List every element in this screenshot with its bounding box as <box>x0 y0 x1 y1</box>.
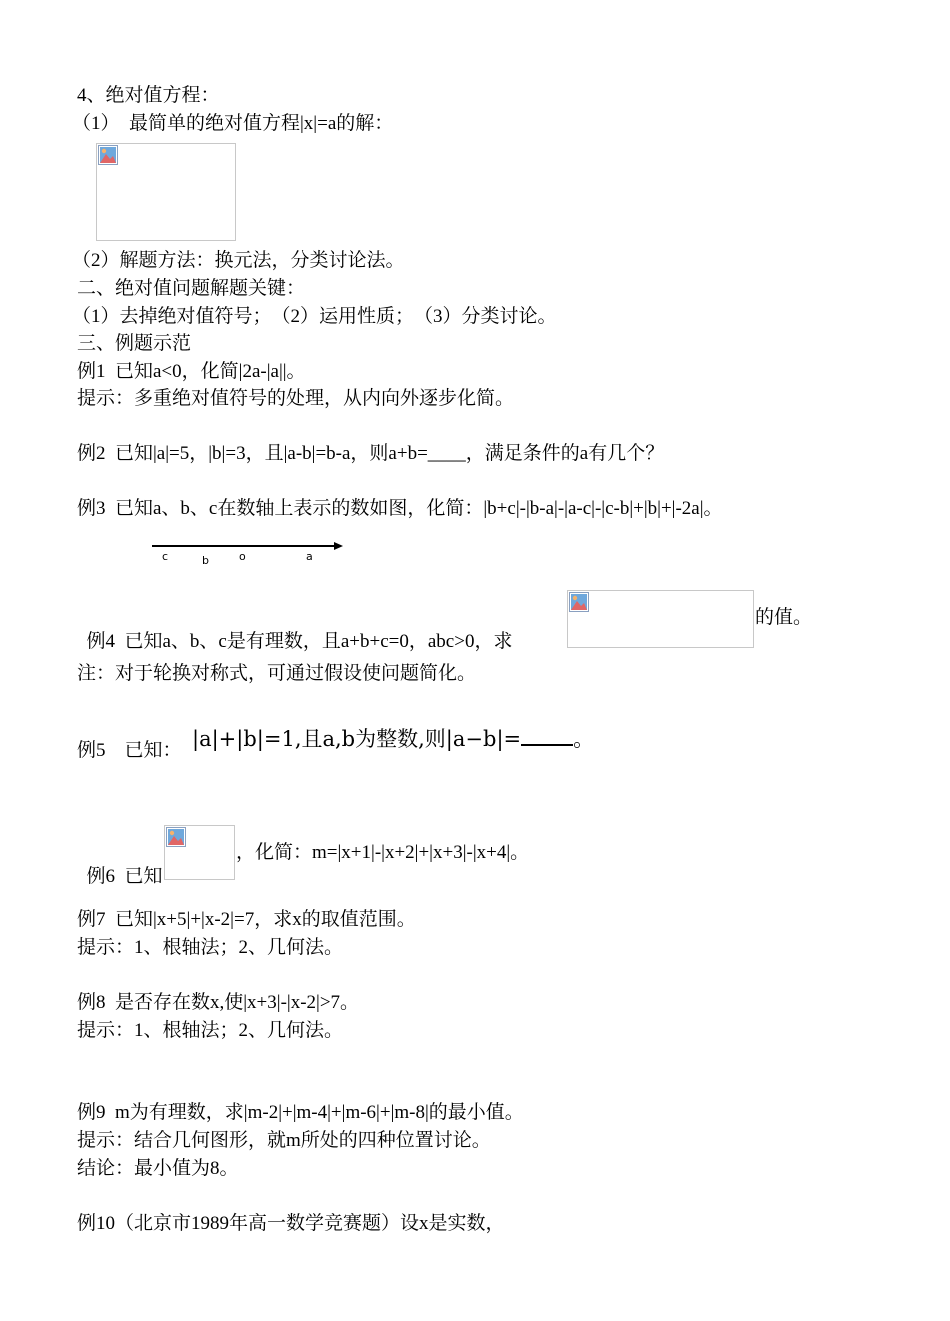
condition-image-placeholder <box>164 825 235 880</box>
number-line-label-o: o <box>239 550 246 563</box>
example-10: 例10（北京市1989年高一数学竞赛题）设x是实数， <box>77 1213 505 1234</box>
example-4-tail: 的值。 <box>755 607 813 628</box>
number-line-label-b: b <box>202 554 209 567</box>
section-heading: 三、例题示范 <box>77 333 192 354</box>
example-5: 例5 已知： <box>77 740 182 761</box>
answer-blank <box>521 724 573 746</box>
conclusion-text: 结论：最小值为8。 <box>77 1158 239 1179</box>
example-6 <box>77 841 163 889</box>
note-text: 注：对于轮换对称式，可通过假设使问题简化。 <box>77 663 477 684</box>
example-9: 例9 m为有理数，求|m-2|+|m-4|+|m-6|+|m-8|的最小值。 <box>77 1102 524 1123</box>
example-1: 例1 已知a<0，化简|2a-|a||。 <box>77 361 306 382</box>
example-5-formula <box>192 723 594 757</box>
example-4 <box>77 606 512 654</box>
hint-text: 提示：结合几何图形，就m所处的四种位置讨论。 <box>77 1130 491 1151</box>
text-line: （2）解题方法：换元法，分类讨论法。 <box>72 250 405 271</box>
image-placeholder <box>96 143 236 241</box>
formula-text: |a|+|b|=1,且a,b为整数,则|a−b|= <box>192 727 522 751</box>
section-heading-abs-equation: 4、绝对值方程： <box>77 85 220 106</box>
example-4-text: 例4 已知a、b、c是有理数，且a+b+c=0，abc>0，求 <box>86 631 513 652</box>
number-line-label-a: a <box>306 550 313 563</box>
example-6-text: 例6 已知 <box>86 866 163 887</box>
hint-text: 提示：1、根轴法；2、几何法。 <box>77 1020 344 1041</box>
number-line-figure <box>150 536 350 570</box>
hint-text: 提示：多重绝对值符号的处理，从内向外逐步化简。 <box>77 388 515 409</box>
formula-image-placeholder <box>567 590 754 648</box>
example-7: 例7 已知|x+5|+|x-2|=7，求x的取值范围。 <box>77 909 416 930</box>
example-6-tail: ，化简：m=|x+1|-|x+2|+|x+3|-|x+4|。 <box>236 842 530 863</box>
example-8: 例8 是否存在数x,使|x+3|-|x-2|>7。 <box>77 992 360 1013</box>
text-line: （1） 最简单的绝对值方程|x|=a的解： <box>72 113 394 134</box>
hint-text: 提示：1、根轴法；2、几何法。 <box>77 937 344 958</box>
broken-image-icon <box>569 592 589 612</box>
formula-end: 。 <box>573 727 595 751</box>
text-line: （1）去掉绝对值符号； （2）运用性质； （3）分类讨论。 <box>72 306 557 327</box>
broken-image-icon <box>98 145 118 165</box>
example-3: 例3 已知a、b、c在数轴上表示的数如图，化简：|b+c|-|b-a|-|a-c|-|c-b|+|b|+|-2a|。 <box>77 498 723 519</box>
section-heading: 二、绝对值问题解题关键： <box>77 278 306 299</box>
number-line-label-c: c <box>162 550 169 563</box>
example-2: 例2 已知|a|=5，|b|=3，且|a-b|=b-a，则a+b=____，满足条件的a有几个？ <box>77 443 665 464</box>
broken-image-icon <box>166 827 186 847</box>
